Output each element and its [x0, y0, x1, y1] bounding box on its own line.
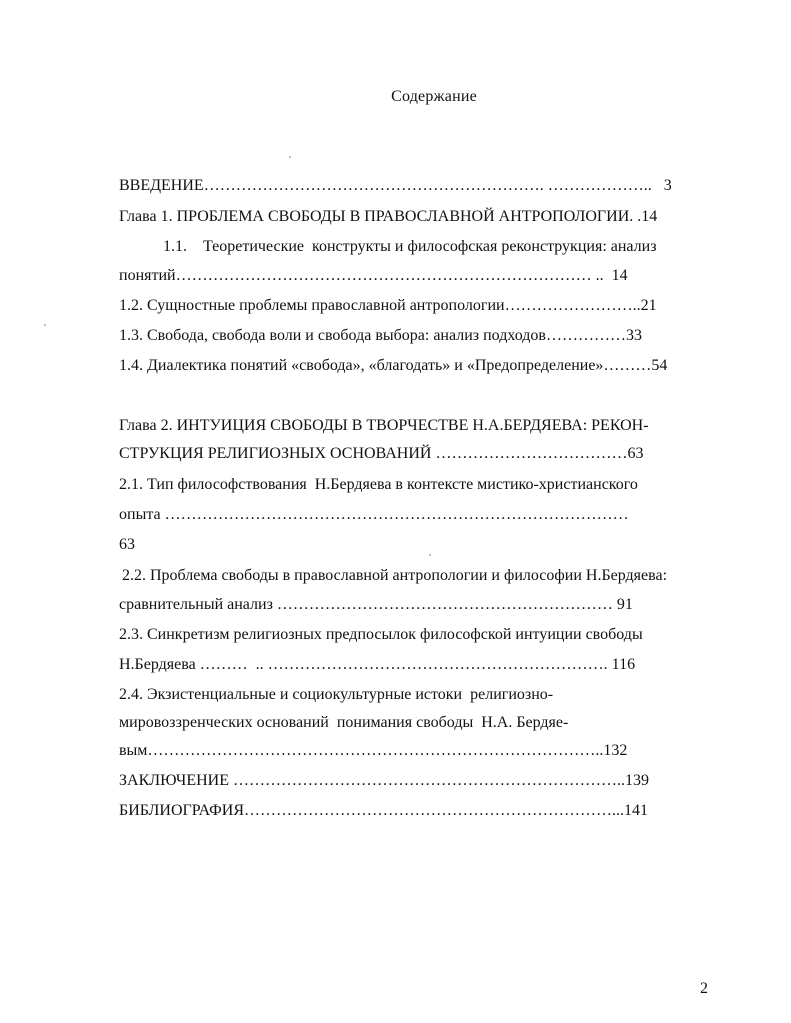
toc-entry-2-1-line1: 2.1. Тип философствования Н.Бердяева в контексте мистико-христианского [119, 476, 638, 493]
toc-entry-2-3-line2: Н.Бердяева ……… .. ………………………………………………………. 116 [119, 656, 636, 673]
toc-entry-2-4-line1: 2.4. Экзистенциальные и социокультурные истоки религиозно- [119, 686, 554, 703]
toc-entry-1-2: 1.2. Сущностные проблемы православной антропологии……………………..21 [119, 297, 657, 314]
scan-speck [289, 156, 291, 158]
page-title: Содержание [391, 88, 477, 105]
toc-entry-2-4-line2: мировоззренческих оснований понимания свободы Н.А. Бердяе- [119, 714, 569, 731]
toc-entry-chapter-2-line1: Глава 2. ИНТУИЦИЯ СВОБОДЫ В ТВОРЧЕСТВЕ Н.А.БЕРДЯЕВА: РЕКОН- [119, 417, 649, 434]
toc-entry-2-1-page: 63 [119, 536, 135, 553]
toc-entry-1-1-line1: 1.1. Теоретические конструкты и философская реконструкция: анализ [163, 238, 657, 255]
toc-entry-2-3-line1: 2.3. Синкретизм религиозных предпосылок философской интуиции свободы [119, 626, 643, 643]
toc-entry-bibliography: БИБЛИОГРАФИЯ……………………………………………………………...141 [119, 802, 649, 819]
toc-entry-1-4: 1.4. Диалектика понятий «свобода», «благодать» и «Предопределение»………54 [119, 357, 668, 374]
toc-entry-chapter-2-line2: СТРУКЦИЯ РЕЛИГИОЗНЫХ ОСНОВАНИЙ ………………………………63 [119, 445, 644, 462]
toc-entry-2-4-line3: вым…………………………………………………………………………..132 [119, 742, 628, 759]
scan-speck [429, 554, 431, 556]
toc-entry-2-2-line2: сравнительный анализ ……………………………………………………… 91 [119, 596, 633, 613]
toc-entry-1-3: 1.3. Свобода, свобода воли и свобода выбора: анализ подходов……………33 [119, 327, 642, 344]
page-number: 2 [700, 980, 708, 997]
toc-entry-1-1-line2: понятий…………………………………………………………………… .. 14 [119, 267, 628, 284]
toc-entry-conclusion: ЗАКЛЮЧЕНИЕ ………………………………………………………………..139 [119, 772, 649, 789]
toc-entry-chapter-1: Глава 1. ПРОБЛЕМА СВОБОДЫ В ПРАВОСЛАВНОЙ АНТРОПОЛОГИИ. .14 [119, 208, 658, 225]
toc-entry-introduction: ВВЕДЕНИЕ………………………………………………………. ……………….. 3 [119, 177, 672, 194]
toc-entry-2-1-line2: опыта …………………………………………………………………………… [119, 506, 629, 523]
toc-entry-2-2-line1: 2.2. Проблема свободы в православной антропологии и философии Н.Бердяева: [122, 567, 668, 584]
scan-speck [44, 324, 46, 326]
